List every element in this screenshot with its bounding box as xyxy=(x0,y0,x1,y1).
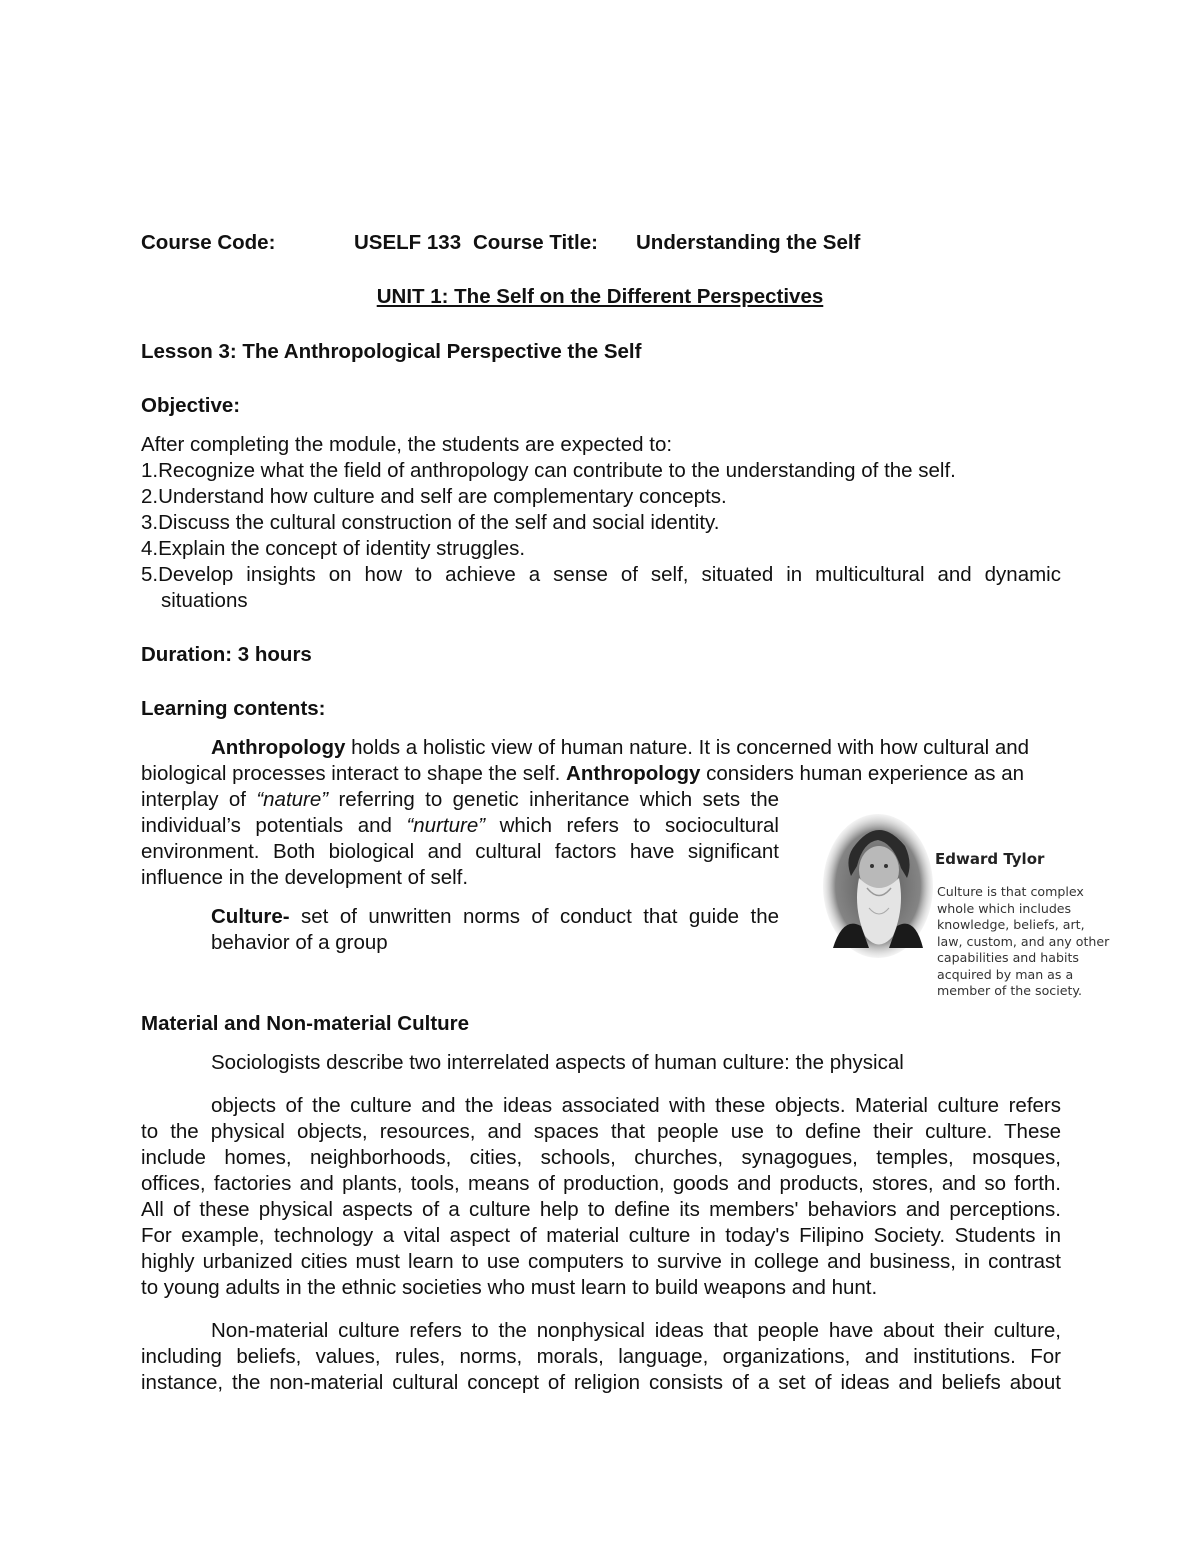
paragraph-line: individual’s potentials and “nurture” which refers to sociocultural xyxy=(141,814,779,837)
duration: Duration: 3 hours xyxy=(141,643,312,666)
objective-intro: After completing the module, the students are expected to: xyxy=(141,433,673,456)
list-item: 3.Discuss the cultural construction of the self and social identity. xyxy=(141,511,720,534)
portrait-image xyxy=(823,808,933,958)
list-item: 2.Understand how culture and self are complementary concepts. xyxy=(141,485,727,508)
paragraph-line: Sociologists describe two interrelated aspects of human culture: the physical xyxy=(211,1051,904,1074)
edward-tylor-figure xyxy=(823,808,1123,1003)
paragraph-wrapped-column xyxy=(141,787,779,891)
paragraph-line: instance, the non-material cultural concept of religion consists of a set of ideas and beliefs about xyxy=(141,1371,1061,1394)
paragraph-line: objects of the culture and the ideas associated with these objects. Material culture refers xyxy=(211,1094,1061,1117)
paragraph-line: interplay of “nature” referring to genetic inheritance which sets the xyxy=(141,788,779,811)
list-item: 1.Recognize what the field of anthropology can contribute to the understanding of the self. xyxy=(141,459,956,482)
tylor-quote: Culture is that complex whole which includes knowledge, beliefs, art, law, custom, and any other capabilities and habits acquired by man as a member of the society. xyxy=(937,884,1110,998)
tylor-name: Edward Tylor xyxy=(935,850,1045,868)
paragraph-line: All of these physical aspects of a culture help to define its members' behaviors and perceptions. xyxy=(141,1198,1061,1221)
learning-contents-heading: Learning contents: xyxy=(141,697,326,720)
list-item: 4.Explain the concept of identity struggles. xyxy=(141,537,526,560)
culture-definition xyxy=(211,904,779,956)
paragraph-line: Non-material culture refers to the nonphysical ideas that people have about their culture, xyxy=(211,1319,1061,1342)
material-culture-heading: Material and Non-material Culture xyxy=(141,1012,470,1035)
list-item: 5.Develop insights on how to achieve a sense of self, situated in multicultural and dynamic xyxy=(141,563,1061,586)
paragraph-line: environment. Both biological and cultural factors have significant xyxy=(141,840,779,863)
paragraph-line: include homes, neighborhoods, cities, schools, churches, synagogues, temples, mosques, xyxy=(141,1146,1061,1169)
paragraph-line: Culture- set of unwritten norms of conduct that guide the xyxy=(211,905,779,928)
paragraph-line: to young adults in the ethnic societies who must learn to build weapons and hunt. xyxy=(141,1276,878,1299)
paragraph-line: influence in the development of self. xyxy=(141,866,469,889)
paragraph-line: highly urbanized cities must learn to use computers to survive in college and business, in contrast xyxy=(141,1250,1061,1273)
paragraph-line: to the physical objects, resources, and spaces that people use to define their culture. These xyxy=(141,1120,1061,1143)
paragraph-line: For example, technology a vital aspect of material culture in today's Filipino Society. Students in xyxy=(141,1224,1061,1247)
course-code-label: Course Code: xyxy=(141,231,276,254)
paragraph-line: biological processes interact to shape the self. Anthropology considers human experience as an xyxy=(141,762,1025,785)
paragraph-line: offices, factories and plants, tools, means of production, goods and products, stores, and so forth. xyxy=(141,1172,1061,1195)
list-item-continuation: situations xyxy=(161,589,248,612)
paragraph-line: behavior of a group xyxy=(211,931,388,954)
course-title-value: Understanding the Self xyxy=(636,231,861,254)
course-title-label: Course Title: xyxy=(473,231,598,254)
paragraph-line: Anthropology holds a holistic view of human nature. It is concerned with how cultural and xyxy=(211,736,1030,759)
course-code-value: USELF 133 xyxy=(354,231,462,254)
objective-heading: Objective: xyxy=(141,394,241,417)
unit-title: UNIT 1: The Self on the Different Perspectives xyxy=(376,285,824,308)
lesson-title: Lesson 3: The Anthropological Perspective the Self xyxy=(141,340,642,363)
paragraph-line: including beliefs, values, rules, norms, morals, language, organizations, and institutions. For xyxy=(141,1345,1061,1368)
